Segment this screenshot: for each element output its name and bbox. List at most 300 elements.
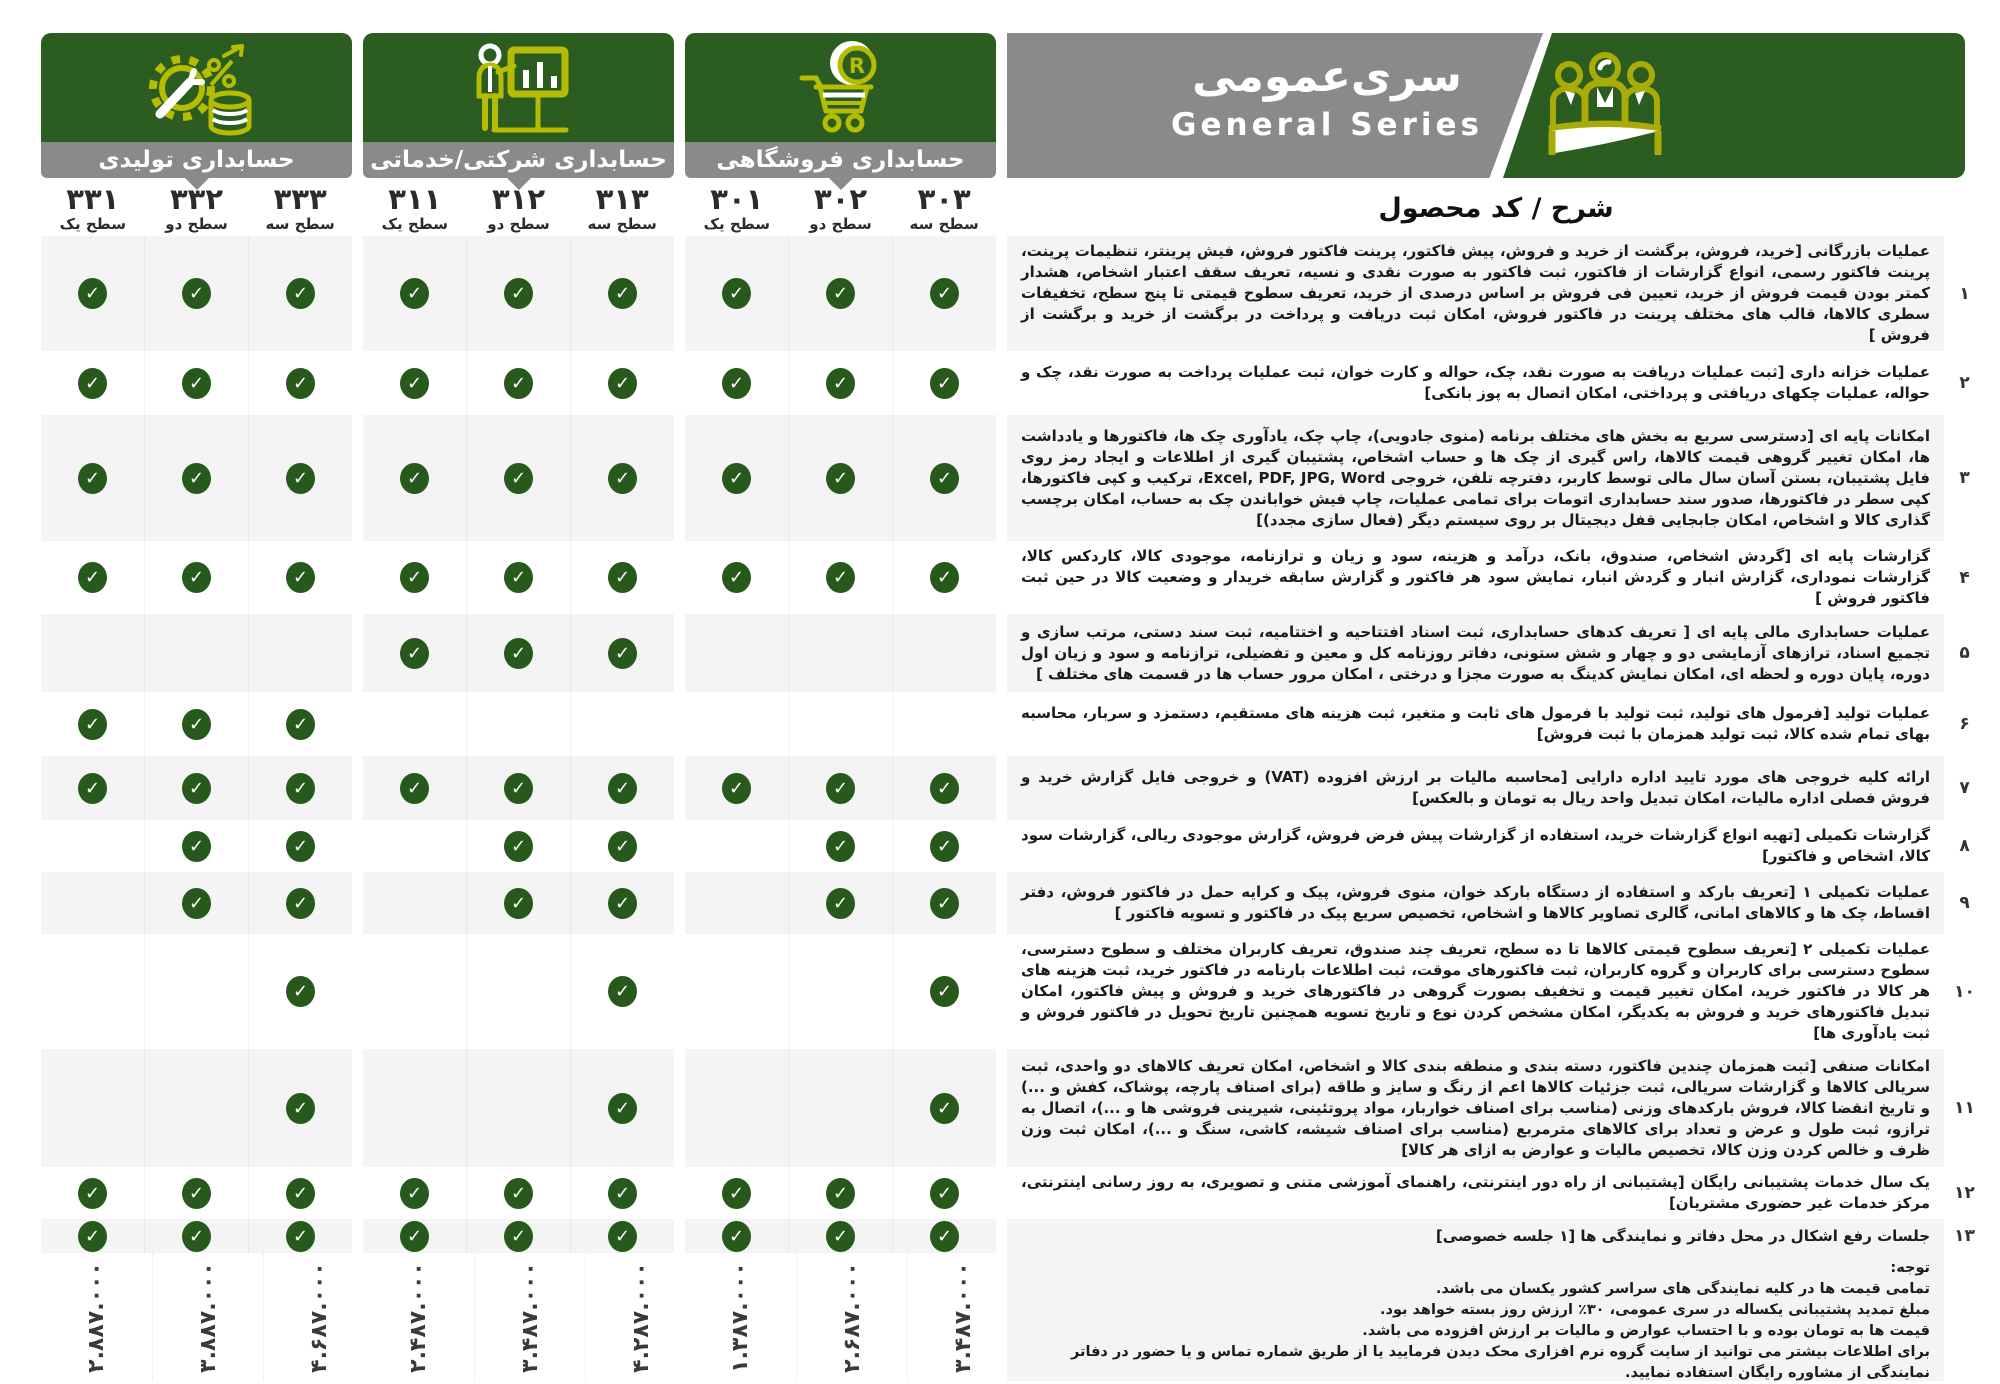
feature-cell [144,1219,248,1253]
row-group-cells [41,934,352,1049]
feature-cell [685,541,788,614]
shopping-cart-icon [776,38,906,138]
check-icon: ✓ [608,638,637,669]
row-group-cells [363,756,674,820]
price-row [41,1253,1985,1381]
feature-cell [685,872,788,934]
feature-cell [570,415,674,541]
feature-cell [892,1219,996,1253]
price-group [363,1253,674,1381]
series-title-en: General Series [1171,107,1483,143]
feature-cell [248,756,352,820]
feature-cell [41,236,144,351]
feature-cell [788,614,892,692]
check-icon: ✓ [286,976,315,1007]
feature-cell [363,1167,466,1219]
codes-row [41,180,1985,236]
group-card-retail [685,33,996,178]
group-card-service [363,33,674,178]
feature-cell [788,541,892,614]
check-icon: ✓ [826,831,855,862]
desc-wrap [1007,934,1985,1049]
row-group-cells [363,236,674,351]
row-number: ۴ [1944,541,1985,614]
feature-cell [570,1167,674,1219]
row-number: ۲ [1944,351,1985,415]
notes-number-spacer [1944,1253,1985,1381]
row-number: ۵ [1944,614,1985,692]
check-icon: ✓ [930,773,959,804]
note-line: مبلغ تمدید پشتیبانی یکساله در سری عمومی، ۳۰٪ ارزش روز بسته خواهد بود. [1380,1302,1930,1318]
feature-cell [466,692,570,756]
check-icon: ✓ [504,888,533,919]
price-cell [474,1253,586,1381]
feature-cell [144,872,248,934]
feature-cell [788,1167,892,1219]
desc-wrap [1007,1219,1985,1253]
product-code: ۳۱۳ [595,181,649,216]
feature-cell [144,1049,248,1167]
row-group-cells [41,756,352,820]
check-icon: ✓ [608,463,637,494]
product-level: سطح یک [703,214,771,233]
row-group-cells [685,756,996,820]
group-card-service-label: حسابداری شرکتی/خدماتی [363,142,674,178]
desc-wrap [1007,351,1985,415]
feature-cell [685,1219,788,1253]
check-icon: ✓ [608,831,637,862]
row-group-cells [363,820,674,872]
check-icon: ✓ [930,1221,959,1252]
product-level: سطح سه [587,214,657,233]
desc-header-cell [1007,180,1985,236]
svg-text:R: R [848,53,865,78]
check-icon: ✓ [930,1093,959,1124]
check-icon: ✓ [608,278,637,309]
feature-cell [570,541,674,614]
feature-cell [248,934,352,1049]
notes-title: توجه: [1890,1260,1930,1276]
check-icon: ✓ [78,463,107,494]
feature-cell [363,351,466,415]
check-icon: ✓ [400,773,429,804]
product-price: ۳.۴۸۷.۰۰۰ [517,1261,543,1373]
row-group-cells [685,692,996,756]
check-icon: ✓ [286,463,315,494]
feature-cell [363,1049,466,1167]
check-icon: ✓ [286,709,315,740]
check-icon: ✓ [608,1093,637,1124]
check-icon: ✓ [286,773,315,804]
check-icon: ✓ [78,1178,107,1209]
row-group-cells [41,1049,352,1167]
check-icon: ✓ [608,1221,637,1252]
feature-cell [466,614,570,692]
row-group-cells [363,934,674,1049]
table-row [41,614,1985,692]
feature-cell [892,351,996,415]
feature-cell [363,872,466,934]
product-code: ۳۱۲ [491,181,546,216]
product-price: ۳.۸۸۷.۰۰۰ [195,1261,221,1373]
product-code: ۳۰۲ [813,181,868,216]
check-icon: ✓ [286,1093,315,1124]
row-group-cells [41,1219,352,1253]
check-icon: ✓ [930,278,959,309]
price-group [685,1253,996,1381]
feature-cell [466,872,570,934]
feature-cell [248,872,352,934]
row-number: ۱ [1944,236,1985,351]
product-code-cell [570,180,674,236]
product-level: سطح یک [59,214,127,233]
top-row [41,33,1985,178]
feature-cell [685,820,788,872]
check-icon: ✓ [182,562,211,593]
feature-cell [466,934,570,1049]
feature-cell [466,351,570,415]
feature-cell [685,692,788,756]
row-group-cells [363,1167,674,1219]
row-number: ۱۳ [1944,1219,1985,1253]
feature-cell [248,1049,352,1167]
feature-cell [466,541,570,614]
feature-cell [248,692,352,756]
feature-description: امکانات صنفی [ثبت همزمان چندین فاکتور، دسته بندی و منطقه بندی کالا و اشخاص، امکان تعریف کالاهای دو واحدی، ثبت سریالی کالاها و گزارشات سریالی، ثبت جزئیات کالاها اعم از رنگ و سایز و طاقه (برای اصناف پارچه، پوشاک، کفش و ...) و تاریخ انقضا کالا، فروش بارکدهای وزنی (مناسب برای اصناف خواربار، مواد پروتئینی، شیرینی فروشی ها و ...)، اتصال به ترازو، ثبت طول و عرض و تعداد برای کالاهای مترمربع (مناسب برای اصناف شیشه، کاشی، سنگ و ...)، امکان ثبت وزن ظرف و خالص کردن وزن کالا، تخصیص مالیات و عوارض به ازای هر کالا] [1007,1049,1944,1167]
check-icon: ✓ [930,976,959,1007]
feature-cell [570,934,674,1049]
product-code-cell [892,180,996,236]
row-group-cells [685,1049,996,1167]
check-icon: ✓ [504,278,533,309]
check-icon: ✓ [400,368,429,399]
feature-cell [363,934,466,1049]
price-group [41,1253,352,1381]
product-level: سطح دو [809,214,872,233]
product-level: سطح سه [265,214,335,233]
feature-cell [570,820,674,872]
group-card-production-top [41,33,352,142]
check-icon: ✓ [182,368,211,399]
feature-table [41,236,1985,1253]
check-icon: ✓ [504,562,533,593]
content [41,33,1985,1381]
check-icon: ✓ [78,368,107,399]
feature-cell [41,541,144,614]
check-icon: ✓ [826,368,855,399]
row-group-cells [363,872,674,934]
feature-cell [685,1049,788,1167]
feature-cell [466,1049,570,1167]
feature-description: عملیات تکمیلی ۱ [تعریف بارکد و استفاده از دستگاه بارکد خوان، منوی فروش، پیک و کرایه حمل در فاکتور فروش، دفتر اقساط، چک ها و کالاهای امانی، گالری تصاویر کالاها و اشخاص، تخصیص سریع پیک در فاکتور و تسویه فاکتور ] [1007,872,1944,934]
check-icon: ✓ [286,562,315,593]
feature-cell [248,1219,352,1253]
feature-cell [41,351,144,415]
table-row [41,820,1985,872]
feature-cell [144,541,248,614]
feature-cell [685,934,788,1049]
feature-description: یک سال خدمات پشتیبانی رایگان [پشتیبانی از راه دور اینترنتی، راهنمای آموزشی متنی و تصویری، به روز رسانی اینترنتی، مرکز خدمات غیر حضوری مشتریان] [1007,1167,1944,1219]
check-icon: ✓ [930,368,959,399]
table-row [41,351,1985,415]
presentation-accounting-icon [454,38,584,138]
desc-wrap [1007,415,1985,541]
check-icon: ✓ [722,278,751,309]
check-icon: ✓ [826,278,855,309]
feature-cell [892,1049,996,1167]
row-number: ۱۰ [1944,934,1985,1049]
feature-cell [892,415,996,541]
feature-cell [248,351,352,415]
desc-wrap [1007,541,1985,614]
row-group-cells [685,236,996,351]
row-group-cells [685,934,996,1049]
feature-cell [248,820,352,872]
check-icon: ✓ [400,562,429,593]
price-cell [41,1253,152,1381]
feature-description: عملیات تولید [فرمول های تولید، ثبت تولید با فرمول های ثابت و متغیر، ثبت هزینه های مستقیم، دستمزد و سربار، محاسبه بهای تمام شده کالا، ثبت تولید همزمان با ثبت فروش] [1007,692,1944,756]
pointer-down-icon [506,177,532,190]
row-group-cells [41,236,352,351]
feature-cell [363,756,466,820]
feature-description: ارائه کلیه خروجی های مورد تایید اداره دارایی [محاسبه مالیات بر ارزش افزوده (VAT) و خروجی فایل گزارش خرید و فروش فصلی اداره مالیات، امکان تبدیل واحد ریال به تومان و بالعکس] [1007,756,1944,820]
feature-cell [570,756,674,820]
check-icon: ✓ [182,1178,211,1209]
feature-cell [788,415,892,541]
row-group-cells [685,1219,996,1253]
check-icon: ✓ [826,1221,855,1252]
desc-wrap [1007,692,1985,756]
feature-cell [41,872,144,934]
feature-description: گزارشات تکمیلی [تهیه انواع گزارشات خرید، استفاده از گزارشات پیش فرض فروش، گزارش موجودی ریالی، گزارشات سود کالا، اشخاص و فاکتور] [1007,820,1944,872]
product-price: ۳.۴۸۷.۰۰۰ [951,1261,977,1373]
row-group-cells [41,692,352,756]
product-price: ۴.۲۸۷.۰۰۰ [629,1261,655,1373]
row-group-cells [41,415,352,541]
check-icon: ✓ [608,976,637,1007]
row-group-cells [41,351,352,415]
row-number: ۷ [1944,756,1985,820]
feature-cell [144,1167,248,1219]
row-group-cells [685,351,996,415]
feature-cell [466,756,570,820]
feature-cell [570,236,674,351]
check-icon: ✓ [400,1221,429,1252]
check-icon: ✓ [608,562,637,593]
feature-cell [41,934,144,1049]
product-code-cell [248,180,352,236]
row-group-cells [41,614,352,692]
row-group-cells [41,872,352,934]
check-icon: ✓ [930,888,959,919]
product-level: سطح دو [487,214,550,233]
row-group-cells [363,614,674,692]
check-icon: ✓ [826,888,855,919]
check-icon: ✓ [182,773,211,804]
check-icon: ✓ [400,1178,429,1209]
feature-description: امکانات پایه ای [دسترسی سریع به بخش های مختلف برنامه (منوی جادویی)، چاپ چک، یادآوری چک ها، فاکتورها و یادداشت ها، امکان تغییر گروهی قیمت کالاها، راس گیری از چک ها و حساب اشخاص، پشتیبان گیری از اطلاعات و ایجاد رمز روی فایل پشتیبان، بستن آسان سال مالی توسط کاربر، دفترچه تلفن، خروجی Excel, PDF, JPG, Word، ترکیب و کپی فاکتورها، کپی سطر در فاکتورها، صدور سند حسابداری اتومات برای تمامی عملیات، چاپ فیش خواباندن چک به حساب، امکان برچسب گذاری کالا و اشخاص، امکان جابجایی قفل دیجیتال بر روی سیستم دیگر (فعال سازی مجدد)] [1007,415,1944,541]
feature-cell [788,1219,892,1253]
product-code-cell [685,180,789,236]
row-number: ۱۱ [1944,1049,1985,1167]
series-title-fa: سری‌عمومی [1192,51,1462,102]
row-group-cells [685,872,996,934]
table-row [41,1167,1985,1219]
row-number: ۹ [1944,872,1985,934]
feature-cell [41,692,144,756]
feature-cell [41,1049,144,1167]
feature-cell [685,236,788,351]
check-icon: ✓ [78,773,107,804]
row-number: ۸ [1944,820,1985,872]
group-card-service-top [363,33,674,142]
product-price: ۴.۶۸۷.۰۰۰ [307,1261,333,1373]
feature-cell [892,872,996,934]
check-icon: ✓ [78,1221,107,1252]
feature-description: عملیات خزانه داری [ثبت عملیات دریافت به صورت نقد، چک، حواله و کارت خوان، ثبت عملیات پرداخت به صورت نقد، چک و حواله، عملیات چکهای دریافتی و پرداختی، امکان اتصال به پوز بانکی] [1007,351,1944,415]
check-icon: ✓ [930,463,959,494]
feature-cell [144,351,248,415]
check-icon: ✓ [286,368,315,399]
feature-cell [892,541,996,614]
check-icon: ✓ [504,463,533,494]
check-icon: ✓ [826,1178,855,1209]
row-group-cells [363,541,674,614]
product-price: ۲.۸۸۷.۰۰۰ [83,1261,109,1373]
feature-cell [41,1167,144,1219]
feature-cell [570,872,674,934]
check-icon: ✓ [608,888,637,919]
row-group-cells [685,1167,996,1219]
feature-cell [685,614,788,692]
product-code: ۳۳۳ [273,181,327,216]
feature-cell [892,236,996,351]
feature-description: عملیات بازرگانی [خرید، فروش، برگشت از خرید و فروش، پیش فاکتور، پرینت فاکتور فروش، فیش پرینتر، تنظیمات پرینت، پرینت فاکتور رسمی، انواع گزارشات از فاکتور، ثبت فاکتور به صورت نقدی و نسیه، تعریف سقف اعتبار اشخاص، هشدار کمتر بودن قیمت فروش از خرید، تعیین فی فروش بر اساس درصدی از خرید، تعریف سطوح قیمتی تا پنج سطح، تخفیفات سطری کالاها، قالب های مختلف پرینت در فاکتور فروش، امکان ثبت دریافت و پرداخت در برگشت از خرید و برگشت از فروش ] [1007,236,1944,351]
feature-cell [892,934,996,1049]
feature-cell [41,820,144,872]
feature-cell [570,1219,674,1253]
price-cell [907,1253,1019,1381]
product-code: ۳۰۱ [710,181,764,216]
check-icon: ✓ [722,1221,751,1252]
desc-wrap [1007,820,1985,872]
notes-wrap [1007,1253,1985,1381]
feature-cell [788,1049,892,1167]
product-level: سطح دو [165,214,228,233]
row-number: ۶ [1944,692,1985,756]
feature-description: جلسات رفع اشکال در محل دفاتر و نمایندگی ها [۱ جلسه خصوصی] [1007,1219,1944,1253]
feature-cell [363,820,466,872]
product-code: ۳۳۱ [66,181,120,216]
product-price: ۱.۳۸۷.۰۰۰ [727,1261,753,1373]
row-group-cells [685,541,996,614]
product-price: ۲.۴۸۷.۰۰۰ [405,1261,431,1373]
check-icon: ✓ [722,562,751,593]
feature-cell [466,820,570,872]
feature-cell [363,1219,466,1253]
check-icon: ✓ [826,562,855,593]
feature-cell [466,415,570,541]
series-header [1007,33,1965,178]
feature-cell [570,1049,674,1167]
check-icon: ✓ [182,1221,211,1252]
table-row [41,541,1985,614]
feature-cell [248,236,352,351]
pointer-down-icon [828,177,854,190]
feature-cell [144,692,248,756]
check-icon: ✓ [182,463,211,494]
row-group-cells [685,614,996,692]
table-row [41,1219,1985,1253]
table-row [41,1049,1985,1167]
feature-cell [892,820,996,872]
group-card-retail-top [685,33,996,142]
row-group-cells [363,692,674,756]
check-icon: ✓ [78,562,107,593]
check-icon: ✓ [504,368,533,399]
feature-cell [363,541,466,614]
price-cell [363,1253,474,1381]
feature-cell [144,614,248,692]
feature-cell [788,756,892,820]
feature-cell [685,1167,788,1219]
feature-cell [570,692,674,756]
group-card-retail-label: حسابداری فروشگاهی [685,142,996,178]
check-icon: ✓ [400,463,429,494]
feature-cell [788,934,892,1049]
check-icon: ✓ [608,1178,637,1209]
check-icon: ✓ [608,773,637,804]
feature-cell [466,1219,570,1253]
check-icon: ✓ [182,278,211,309]
check-icon: ✓ [930,831,959,862]
check-icon: ✓ [286,278,315,309]
row-group-cells [41,541,352,614]
feature-cell [788,872,892,934]
row-group-cells [41,820,352,872]
desc-column-title: شرح / کد محصول [1378,192,1614,224]
desc-wrap [1007,1049,1985,1167]
check-icon: ✓ [826,773,855,804]
row-group-cells [363,351,674,415]
feature-description: گزارشات پایه ای [گردش اشخاص، صندوق، بانک، درآمد و هزینه، سود و زیان و ترازنامه، موجودی کالا، کاردکس کالا، گزارشات نموداری، گزارش انبار و گردش انبار، نمایش سود هر فاکتور و گزارش سابقه خریدار و وضعیت کالا در حین ثبت فاکتور فروش ] [1007,541,1944,614]
check-icon: ✓ [722,1178,751,1209]
check-icon: ✓ [608,368,637,399]
price-cell [685,1253,796,1381]
feature-cell [144,934,248,1049]
feature-cell [892,614,996,692]
check-icon: ✓ [722,773,751,804]
check-icon: ✓ [400,278,429,309]
feature-cell [892,1167,996,1219]
check-icon: ✓ [504,638,533,669]
price-cell [263,1253,375,1381]
check-icon: ✓ [78,278,107,309]
feature-cell [788,236,892,351]
desc-wrap [1007,236,1985,351]
feature-description: عملیات حسابداری مالی پایه ای [ تعریف کدهای حسابداری، ثبت اسناد افتتاحیه و اختتامیه، ثبت سند دستی، مرتب سازی و تجمیع اسناد، ترازهای آزمایشی دو و چهار و شش ستونی، دفاتر روزنامه کل و معین و تفضیلی، ترازنامه و سود و زیان اول دوره، پایان دوره و لحظه ای، امکان نمایش کدینگ به صورت مجزا و درختی ، امکان مرور حساب ها در قسمت های مختلف ] [1007,614,1944,692]
check-icon: ✓ [722,368,751,399]
check-icon: ✓ [504,773,533,804]
feature-cell [41,415,144,541]
price-cell [796,1253,908,1381]
check-icon: ✓ [182,709,211,740]
feature-description: عملیات تکمیلی ۲ [تعریف سطوح قیمتی کالاها تا ده سطح، تعریف چند صندوق، تعریف کاربران مختلف و سطوح دسترسی، سطوح دسترسی برای کاربران و گروه کاربران، ثبت فاکتورهای موقت، ثبت اطلاعات بارنامه در فاکتور خرید، ثبت هزینه های هر کالا در فاکتور خرید، امکان تغییر قیمت و تخفیف بصورت گروهی در فاکتورهای خرید و فروش و پیش فاکتور، امکان تبدیل فاکتورهای خرید و فروش به یکدیگر، امکان مشخص کردن نوع و تاریخ تسویه همچنین تاریخ تحویل در فاکتور فروش و ثبت یادآوری ها] [1007,934,1944,1049]
note-line: برای اطلاعات بیشتر می توانید از سایت گروه نرم افزاری محک دیدن فرمایید یا از طریق شماره تماس و یا حضور در دفاتر نمایندگی از مشاوره رایگان استفاده نمایید. [1071,1344,1930,1381]
feature-cell [248,1167,352,1219]
feature-cell [41,756,144,820]
check-icon: ✓ [400,638,429,669]
